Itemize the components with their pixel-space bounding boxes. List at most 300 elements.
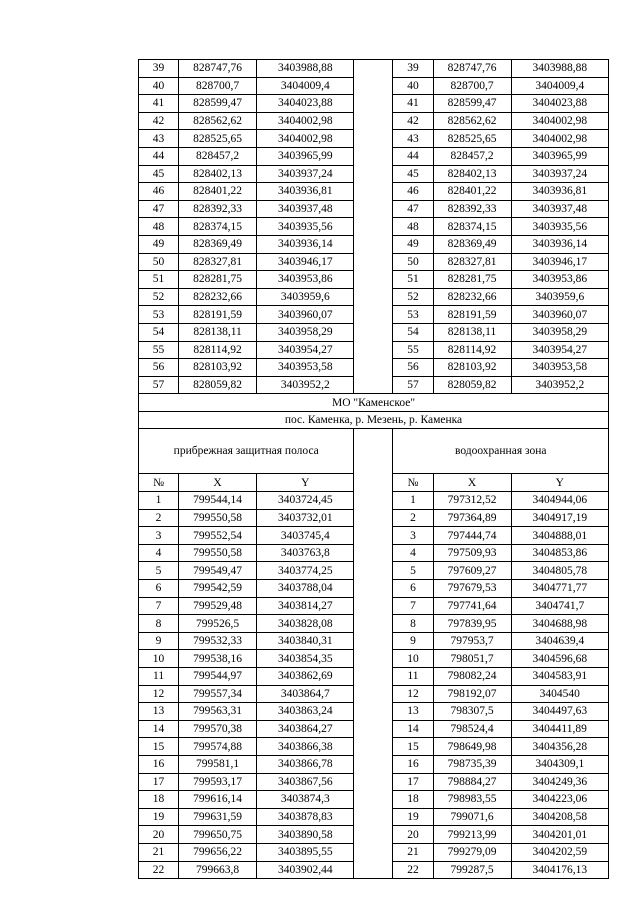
column-gap (354, 544, 393, 562)
column-gap (354, 165, 393, 183)
right-x-coordinate-cell: 799071,6 (433, 808, 511, 826)
right-point-number-cell: 11 (393, 668, 433, 686)
point-number-cell: 42 (139, 112, 179, 130)
right-y-coordinate-cell: 3404202,59 (511, 843, 609, 861)
left-x-coordinate-cell: 799656,22 (179, 843, 257, 861)
table-row (139, 288, 609, 306)
table-row (139, 218, 609, 236)
left-x-coordinate-cell: 799549,47 (179, 562, 257, 580)
left-y-coordinate-cell: 3403895,55 (257, 843, 354, 861)
right-y-coordinate-cell: 3404176,13 (511, 861, 609, 879)
column-gap (354, 147, 393, 165)
column-gap (354, 755, 393, 773)
table-row (139, 685, 609, 703)
table-row (139, 668, 609, 686)
table-row (139, 112, 609, 130)
left-x-coordinate-cell: 799526,5 (179, 615, 257, 633)
right-point-number-cell: 6 (393, 580, 433, 598)
left-point-number-cell: 15 (139, 738, 179, 756)
left-y-coordinate-cell: 3403788,04 (257, 580, 354, 598)
right-x-coordinate-cell: 798735,39 (433, 755, 511, 773)
point-number-cell: 39 (393, 60, 433, 78)
right-x-coordinate-cell: 798051,7 (433, 650, 511, 668)
right-y-coordinate-cell: 3404309,1 (511, 755, 609, 773)
column-gap (354, 492, 393, 510)
x-coordinate-cell: 828525,65 (433, 130, 511, 148)
table-row (139, 615, 609, 633)
point-number-cell: 40 (393, 77, 433, 95)
column-gap (354, 509, 393, 527)
right-point-number-cell: 18 (393, 791, 433, 809)
y-coordinate-cell: 3403953,58 (257, 359, 354, 377)
y-coordinate-cell: 3403959,6 (511, 288, 609, 306)
x-coordinate-cell: 828281,75 (433, 271, 511, 289)
y-coordinate-cell: 3403935,56 (511, 218, 609, 236)
left-y-coordinate-cell: 3403902,44 (257, 861, 354, 879)
point-number-cell: 53 (139, 306, 179, 324)
right-x-coordinate-cell: 797312,52 (433, 492, 511, 510)
table-row (139, 527, 609, 545)
column-gap (354, 668, 393, 686)
x-coordinate-cell: 828114,92 (433, 341, 511, 359)
right-y-coordinate-cell: 3404771,77 (511, 580, 609, 598)
left-point-number-cell: 16 (139, 755, 179, 773)
right-x-coordinate-cell: 798884,27 (433, 773, 511, 791)
y-coordinate-cell: 3403937,24 (257, 165, 354, 183)
table-row (139, 235, 609, 253)
x-coordinate-cell: 828747,76 (179, 60, 257, 78)
y-coordinate-cell: 3403936,14 (511, 235, 609, 253)
point-number-cell: 39 (139, 60, 179, 78)
right-point-number-cell: 21 (393, 843, 433, 861)
x-coordinate-cell: 828700,7 (433, 77, 511, 95)
point-number-cell: 57 (393, 376, 433, 394)
x-coordinate-cell: 828232,66 (179, 288, 257, 306)
left-x-coordinate-cell: 799550,58 (179, 509, 257, 527)
point-number-cell: 50 (393, 253, 433, 271)
left-x-coordinate-cell: 799544,14 (179, 492, 257, 510)
column-gap (354, 130, 393, 148)
x-coordinate-cell: 828457,2 (433, 147, 511, 165)
y-coordinate-cell: 3403936,81 (257, 183, 354, 201)
left-y-coordinate-cell: 3403814,27 (257, 597, 354, 615)
right-y-coordinate-cell: 3404540 (511, 685, 609, 703)
column-gap (354, 359, 393, 377)
y-coordinate-cell: 3403936,81 (511, 183, 609, 201)
table-row (139, 341, 609, 359)
table-row (139, 253, 609, 271)
table-row (139, 843, 609, 861)
left-y-coordinate-cell: 3403890,58 (257, 826, 354, 844)
x-coordinate-cell: 828402,13 (433, 165, 511, 183)
right-x-coordinate-cell: 797444,74 (433, 527, 511, 545)
table-row (139, 703, 609, 721)
table-row (139, 95, 609, 113)
y-coordinate-cell: 3403953,86 (511, 271, 609, 289)
column-gap (354, 429, 393, 474)
y-coordinate-cell: 3403958,29 (511, 323, 609, 341)
right-y-coordinate-cell: 3404583,91 (511, 668, 609, 686)
table-row (139, 773, 609, 791)
x-coordinate-cell: 828369,49 (179, 235, 257, 253)
y-coordinate-cell: 3403946,17 (511, 253, 609, 271)
left-x-coordinate-cell: 799663,8 (179, 861, 257, 879)
left-point-number-cell: 13 (139, 703, 179, 721)
y-coordinate-cell: 3403936,14 (257, 235, 354, 253)
column-gap (354, 773, 393, 791)
left-x-coordinate-cell: 799552,54 (179, 527, 257, 545)
table-row (139, 791, 609, 809)
y-coordinate-cell: 3403988,88 (511, 60, 609, 78)
right-point-number-cell: 2 (393, 509, 433, 527)
right-y-coordinate-cell: 3404805,78 (511, 562, 609, 580)
table-row (139, 200, 609, 218)
left-zone-title: прибрежная защитная полоса (139, 429, 354, 474)
right-x-coordinate-cell: 797953,7 (433, 632, 511, 650)
y-coordinate-cell: 3403958,29 (257, 323, 354, 341)
left-point-number-cell: 17 (139, 773, 179, 791)
column-gap (354, 341, 393, 359)
left-point-number-cell: 3 (139, 527, 179, 545)
point-number-cell: 47 (393, 200, 433, 218)
table-row (139, 720, 609, 738)
right-x-coordinate-cell: 798649,98 (433, 738, 511, 756)
column-gap (354, 60, 393, 78)
left-y-coordinate-cell: 3403866,38 (257, 738, 354, 756)
point-number-cell: 48 (139, 218, 179, 236)
right-x-coordinate-cell: 798983,55 (433, 791, 511, 809)
y-coordinate-cell: 3404009,4 (511, 77, 609, 95)
left-point-number-cell: 7 (139, 597, 179, 615)
table-row (139, 562, 609, 580)
right-point-number-cell: 17 (393, 773, 433, 791)
right-y-coordinate-cell: 3404208,58 (511, 808, 609, 826)
table-row (139, 580, 609, 598)
point-number-cell: 56 (139, 359, 179, 377)
table-row (139, 650, 609, 668)
point-number-cell: 45 (393, 165, 433, 183)
column-gap (354, 306, 393, 324)
point-number-cell: 49 (393, 235, 433, 253)
x-coordinate-cell: 828191,59 (433, 306, 511, 324)
x-coordinate-cell: 828562,62 (433, 112, 511, 130)
right-point-number-cell: 7 (393, 597, 433, 615)
point-number-cell: 40 (139, 77, 179, 95)
y-coordinate-cell: 3403988,88 (257, 60, 354, 78)
left-x-coordinate-cell: 799593,17 (179, 773, 257, 791)
y-coordinate-cell: 3403954,27 (511, 341, 609, 359)
y-coordinate-cell: 3404002,98 (257, 112, 354, 130)
left-header-y: Y (257, 474, 354, 492)
left-point-number-cell: 19 (139, 808, 179, 826)
left-point-number-cell: 20 (139, 826, 179, 844)
lower-table-body (139, 492, 609, 879)
y-coordinate-cell: 3403965,99 (257, 147, 354, 165)
left-point-number-cell: 21 (139, 843, 179, 861)
y-coordinate-cell: 3404009,4 (257, 77, 354, 95)
column-gap (354, 597, 393, 615)
left-x-coordinate-cell: 799542,59 (179, 580, 257, 598)
left-y-coordinate-cell: 3403867,56 (257, 773, 354, 791)
column-gap (354, 615, 393, 633)
column-gap (354, 562, 393, 580)
x-coordinate-cell: 828191,59 (179, 306, 257, 324)
left-x-coordinate-cell: 799563,31 (179, 703, 257, 721)
right-point-number-cell: 9 (393, 632, 433, 650)
left-header-number: № (139, 474, 179, 492)
y-coordinate-cell: 3404002,98 (257, 130, 354, 148)
left-point-number-cell: 12 (139, 685, 179, 703)
y-coordinate-cell: 3404002,98 (511, 112, 609, 130)
column-gap (354, 685, 393, 703)
column-gap (354, 200, 393, 218)
right-x-coordinate-cell: 798524,4 (433, 720, 511, 738)
right-x-coordinate-cell: 798192,07 (433, 685, 511, 703)
column-gap (354, 861, 393, 879)
x-coordinate-cell: 828059,82 (179, 376, 257, 394)
x-coordinate-cell: 828103,92 (179, 359, 257, 377)
left-y-coordinate-cell: 3403774,25 (257, 562, 354, 580)
x-coordinate-cell: 828392,33 (179, 200, 257, 218)
left-y-coordinate-cell: 3403866,78 (257, 755, 354, 773)
x-coordinate-cell: 828562,62 (179, 112, 257, 130)
column-gap (354, 527, 393, 545)
right-point-number-cell: 15 (393, 738, 433, 756)
point-number-cell: 45 (139, 165, 179, 183)
right-x-coordinate-cell: 798307,5 (433, 703, 511, 721)
x-coordinate-cell: 828374,15 (433, 218, 511, 236)
right-y-coordinate-cell: 3404741,7 (511, 597, 609, 615)
column-gap (354, 77, 393, 95)
right-header-y: Y (511, 474, 609, 492)
right-x-coordinate-cell: 797741,64 (433, 597, 511, 615)
right-point-number-cell: 1 (393, 492, 433, 510)
x-coordinate-cell: 828059,82 (433, 376, 511, 394)
left-point-number-cell: 11 (139, 668, 179, 686)
point-number-cell: 54 (393, 323, 433, 341)
table-row (139, 509, 609, 527)
column-gap (354, 632, 393, 650)
table-row (139, 632, 609, 650)
table-row (139, 738, 609, 756)
table-row (139, 147, 609, 165)
point-number-cell: 54 (139, 323, 179, 341)
column-gap (354, 843, 393, 861)
point-number-cell: 52 (139, 288, 179, 306)
column-gap (354, 235, 393, 253)
x-coordinate-cell: 828747,76 (433, 60, 511, 78)
left-x-coordinate-cell: 799557,34 (179, 685, 257, 703)
right-point-number-cell: 19 (393, 808, 433, 826)
y-coordinate-cell: 3403952,2 (257, 376, 354, 394)
y-coordinate-cell: 3403959,6 (257, 288, 354, 306)
right-x-coordinate-cell: 798082,24 (433, 668, 511, 686)
point-number-cell: 48 (393, 218, 433, 236)
left-x-coordinate-cell: 799574,88 (179, 738, 257, 756)
y-coordinate-cell: 3403937,24 (511, 165, 609, 183)
table-row (139, 597, 609, 615)
right-point-number-cell: 12 (393, 685, 433, 703)
y-coordinate-cell: 3403953,86 (257, 271, 354, 289)
left-y-coordinate-cell: 3403864,7 (257, 685, 354, 703)
table-row (139, 323, 609, 341)
left-x-coordinate-cell: 799616,14 (179, 791, 257, 809)
right-zone-title: водоохранная зона (393, 429, 609, 474)
y-coordinate-cell: 3403960,07 (511, 306, 609, 324)
column-gap (354, 253, 393, 271)
column-gap (354, 650, 393, 668)
column-gap (354, 218, 393, 236)
left-y-coordinate-cell: 3403724,45 (257, 492, 354, 510)
point-number-cell: 51 (139, 271, 179, 289)
right-point-number-cell: 22 (393, 861, 433, 879)
x-coordinate-cell: 828457,2 (179, 147, 257, 165)
table-row (139, 306, 609, 324)
right-x-coordinate-cell: 797364,89 (433, 509, 511, 527)
x-coordinate-cell: 828374,15 (179, 218, 257, 236)
y-coordinate-cell: 3403960,07 (257, 306, 354, 324)
column-gap (354, 580, 393, 598)
x-coordinate-cell: 828232,66 (433, 288, 511, 306)
right-header-x: X (433, 474, 511, 492)
table-row (139, 755, 609, 773)
left-point-number-cell: 14 (139, 720, 179, 738)
point-number-cell: 43 (393, 130, 433, 148)
right-point-number-cell: 5 (393, 562, 433, 580)
left-y-coordinate-cell: 3403732,01 (257, 509, 354, 527)
right-point-number-cell: 8 (393, 615, 433, 633)
column-gap (354, 808, 393, 826)
right-point-number-cell: 14 (393, 720, 433, 738)
left-y-coordinate-cell: 3403874,3 (257, 791, 354, 809)
table-row (139, 861, 609, 879)
x-coordinate-cell: 828402,13 (179, 165, 257, 183)
column-gap (354, 720, 393, 738)
column-gap (354, 112, 393, 130)
x-coordinate-cell: 828525,65 (179, 130, 257, 148)
upper-table-body (139, 60, 609, 394)
left-point-number-cell: 4 (139, 544, 179, 562)
column-gap (354, 183, 393, 201)
left-y-coordinate-cell: 3403878,83 (257, 808, 354, 826)
right-x-coordinate-cell: 799287,5 (433, 861, 511, 879)
left-point-number-cell: 2 (139, 509, 179, 527)
left-y-coordinate-cell: 3403745,4 (257, 527, 354, 545)
point-number-cell: 41 (139, 95, 179, 113)
x-coordinate-cell: 828392,33 (433, 200, 511, 218)
municipality-label: МО "Каменское" (139, 394, 609, 412)
table-row (139, 376, 609, 394)
table-row (139, 359, 609, 377)
point-number-cell: 55 (139, 341, 179, 359)
right-point-number-cell: 13 (393, 703, 433, 721)
right-y-coordinate-cell: 3404356,28 (511, 738, 609, 756)
right-x-coordinate-cell: 799213,99 (433, 826, 511, 844)
column-gap (354, 474, 393, 492)
right-y-coordinate-cell: 3404411,89 (511, 720, 609, 738)
right-point-number-cell: 16 (393, 755, 433, 773)
right-y-coordinate-cell: 3404249,36 (511, 773, 609, 791)
column-gap (354, 703, 393, 721)
y-coordinate-cell: 3403952,2 (511, 376, 609, 394)
left-point-number-cell: 10 (139, 650, 179, 668)
table-row (139, 544, 609, 562)
y-coordinate-cell: 3403937,48 (257, 200, 354, 218)
point-number-cell: 53 (393, 306, 433, 324)
right-point-number-cell: 20 (393, 826, 433, 844)
right-y-coordinate-cell: 3404497,63 (511, 703, 609, 721)
right-y-coordinate-cell: 3404201,01 (511, 826, 609, 844)
column-gap (354, 323, 393, 341)
right-header-number: № (393, 474, 433, 492)
point-number-cell: 55 (393, 341, 433, 359)
x-coordinate-cell: 828114,92 (179, 341, 257, 359)
column-gap (354, 738, 393, 756)
left-y-coordinate-cell: 3403840,31 (257, 632, 354, 650)
x-coordinate-cell: 828369,49 (433, 235, 511, 253)
left-point-number-cell: 9 (139, 632, 179, 650)
point-number-cell: 49 (139, 235, 179, 253)
left-x-coordinate-cell: 799570,38 (179, 720, 257, 738)
y-coordinate-cell: 3403935,56 (257, 218, 354, 236)
point-number-cell: 44 (393, 147, 433, 165)
table-row (139, 60, 609, 78)
table-row (139, 183, 609, 201)
point-number-cell: 50 (139, 253, 179, 271)
left-point-number-cell: 18 (139, 791, 179, 809)
column-gap (354, 95, 393, 113)
left-y-coordinate-cell: 3403863,24 (257, 703, 354, 721)
table-row (139, 826, 609, 844)
left-y-coordinate-cell: 3403763,8 (257, 544, 354, 562)
x-coordinate-cell: 828401,22 (179, 183, 257, 201)
left-point-number-cell: 22 (139, 861, 179, 879)
point-number-cell: 46 (393, 183, 433, 201)
x-coordinate-cell: 828103,92 (433, 359, 511, 377)
point-number-cell: 42 (393, 112, 433, 130)
y-coordinate-cell: 3403953,58 (511, 359, 609, 377)
left-header-x: X (179, 474, 257, 492)
point-number-cell: 51 (393, 271, 433, 289)
right-y-coordinate-cell: 3404944,06 (511, 492, 609, 510)
y-coordinate-cell: 3404023,88 (257, 95, 354, 113)
left-x-coordinate-cell: 799631,59 (179, 808, 257, 826)
point-number-cell: 52 (393, 288, 433, 306)
y-coordinate-cell: 3404023,88 (511, 95, 609, 113)
y-coordinate-cell: 3403954,27 (257, 341, 354, 359)
table-row (139, 77, 609, 95)
left-x-coordinate-cell: 799544,97 (179, 668, 257, 686)
point-number-cell: 46 (139, 183, 179, 201)
x-coordinate-cell: 828138,11 (433, 323, 511, 341)
y-coordinate-cell: 3403937,48 (511, 200, 609, 218)
right-y-coordinate-cell: 3404688,98 (511, 615, 609, 633)
point-number-cell: 43 (139, 130, 179, 148)
x-coordinate-cell: 828700,7 (179, 77, 257, 95)
right-y-coordinate-cell: 3404853,86 (511, 544, 609, 562)
left-x-coordinate-cell: 799650,75 (179, 826, 257, 844)
right-y-coordinate-cell: 3404223,06 (511, 791, 609, 809)
left-point-number-cell: 6 (139, 580, 179, 598)
left-point-number-cell: 1 (139, 492, 179, 510)
left-x-coordinate-cell: 799529,48 (179, 597, 257, 615)
coordinates-table (138, 59, 609, 879)
x-coordinate-cell: 828599,47 (433, 95, 511, 113)
point-number-cell: 56 (393, 359, 433, 377)
right-point-number-cell: 4 (393, 544, 433, 562)
location-label: пос. Каменка, р. Мезень, р. Каменка (139, 411, 609, 429)
column-gap (354, 376, 393, 394)
